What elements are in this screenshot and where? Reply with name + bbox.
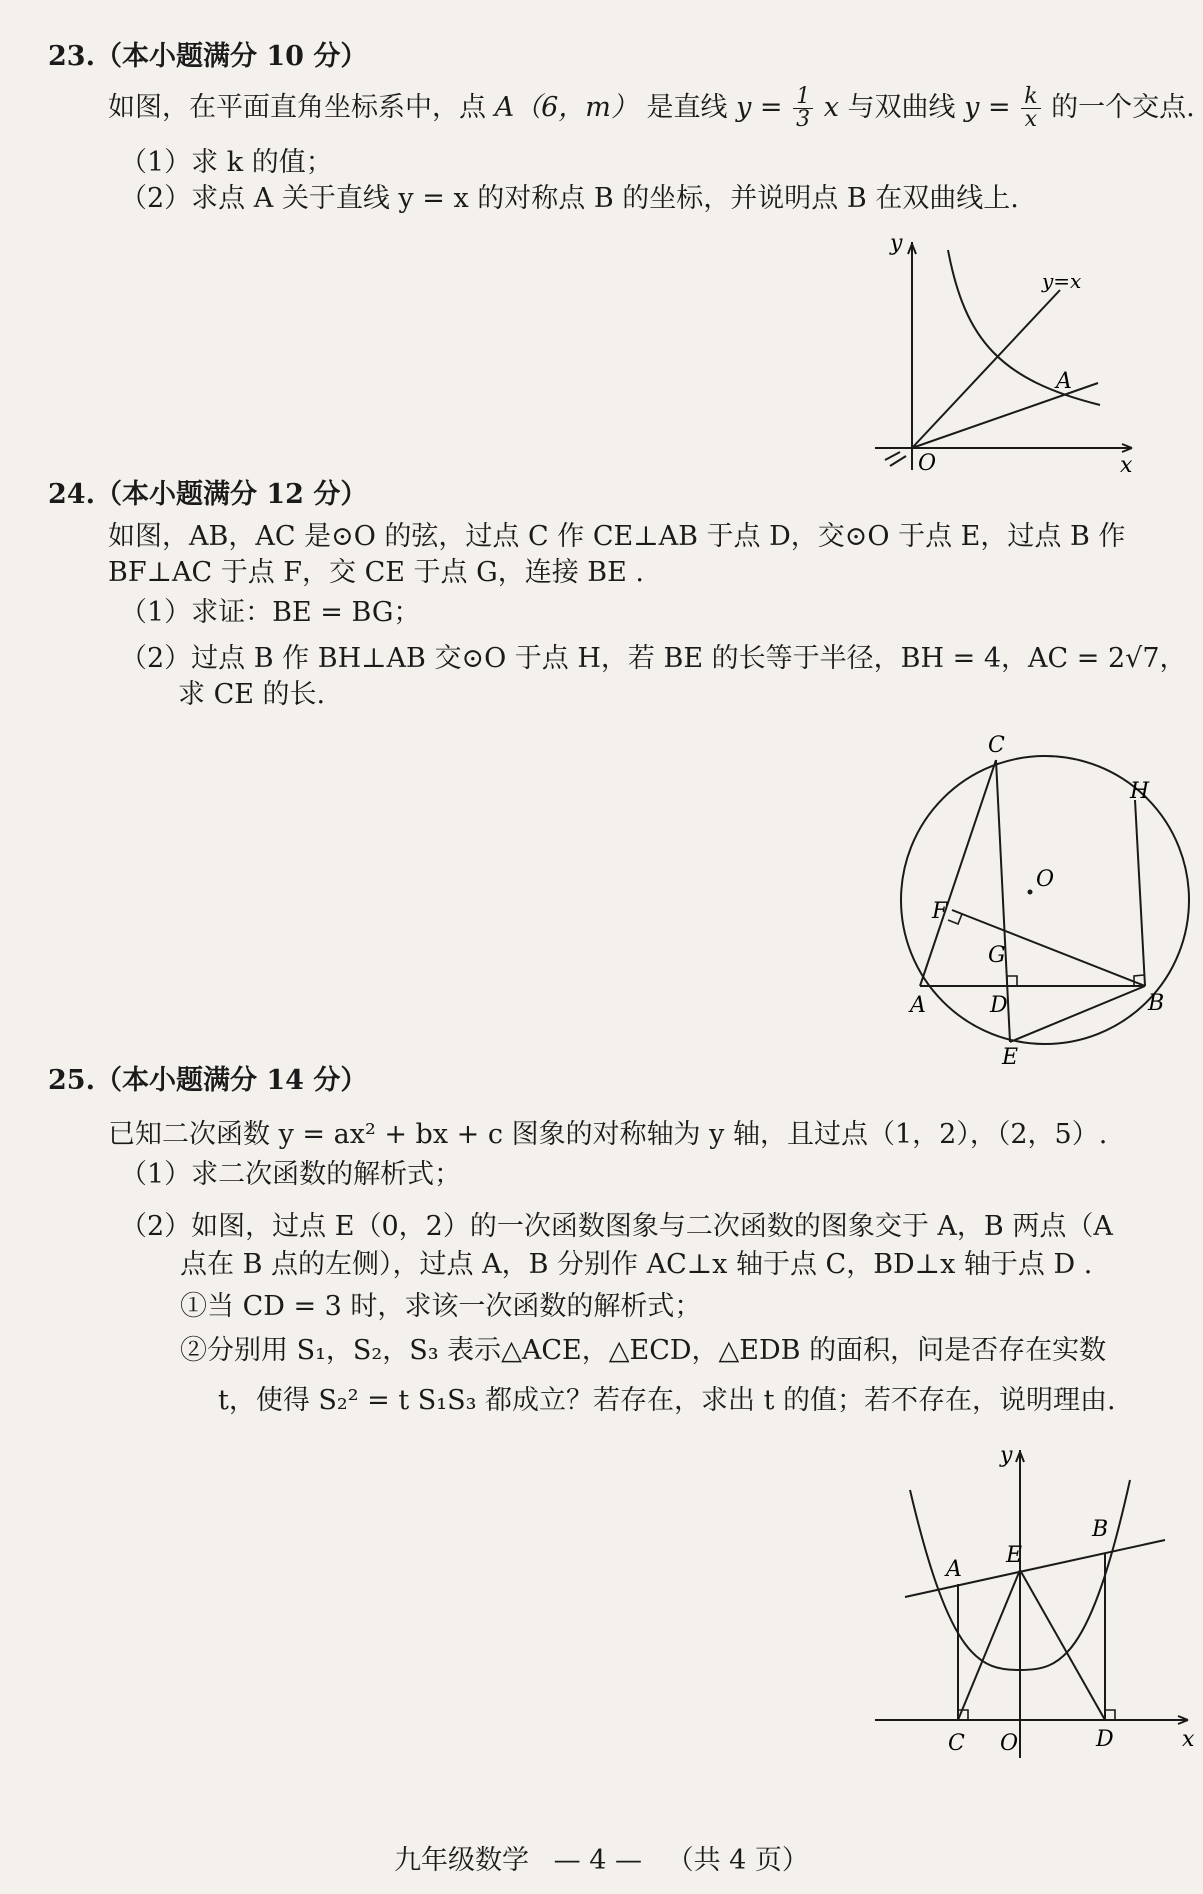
q25-label-c: C [948, 1731, 965, 1756]
q23-stem [108, 86, 1195, 131]
q25-line-ec [958, 1570, 1020, 1720]
q23-frac2-num: k [1021, 86, 1040, 109]
footer-total-pages: （共 4 页） [666, 1845, 809, 1876]
q24-part1: （1）求证：BE = BG； [120, 597, 421, 628]
q23-frac2-den: x [1024, 107, 1038, 132]
q24-label-b: B [1148, 991, 1165, 1016]
q24-label-a: A [910, 993, 926, 1018]
q23-stem-c: 与双曲线 [847, 92, 956, 123]
q24-line1: 如图，AB，AC 是⊙O 的弦，过点 C 作 CE⊥AB 于点 D，交⊙O 于点 E，过点 B 作 [108, 521, 1126, 552]
q24-label-o: O [1036, 867, 1055, 892]
q24-heading: 24.（本小题满分 12 分） [48, 479, 368, 510]
q24-line-bf [952, 910, 1145, 986]
q25-heading: 25.（本小题满分 14 分） [48, 1065, 368, 1096]
q23-point-a: A（6，m） [494, 92, 638, 123]
q25-label-e: E [1006, 1543, 1023, 1568]
footer-subject: 九年级数学 [394, 1845, 530, 1876]
q23-frac1-den: 3 [796, 107, 811, 132]
q24-part2a: （2）过点 B 作 BH⊥AB 交⊙O 于点 H，若 BE 的长等于半径，BH = 4，AC = 2√7， [120, 643, 1187, 674]
q23-frac1-num: 1 [793, 86, 813, 109]
q25-line-ab [905, 1540, 1165, 1597]
q23-label-x: x [1120, 453, 1133, 478]
q25-part2c: ①当 CD = 3 时，求该一次函数的解析式； [180, 1291, 702, 1322]
q24-line-bh [1135, 800, 1145, 986]
q24-label-f: F [932, 899, 948, 924]
q23-hyper-prefix: y = [964, 92, 1011, 123]
q25-label-a: A [946, 1557, 962, 1582]
q25-line-ed [1020, 1570, 1105, 1720]
q24-figure [880, 730, 1200, 1070]
q25-label-x: x [1182, 1727, 1195, 1752]
q24-label-d: D [990, 993, 1008, 1018]
q25-part2a: （2）如图，过点 E（0，2）的一次函数图象与二次函数的图象交于 A，B 两点（A [120, 1211, 1113, 1242]
q23-stem-b: 是直线 [646, 92, 728, 123]
q25-part2b: 点在 B 点的左侧），过点 A，B 分别作 AC⊥x 轴于点 C，BD⊥x 轴于点 D . [180, 1249, 1093, 1280]
q24-line-be [1010, 986, 1145, 1042]
q23-stem-d: 的一个交点. [1051, 92, 1195, 123]
q25-label-y: y [1000, 1443, 1013, 1468]
q23-part2: （2）求点 A 关于直线 y = x 的对称点 B 的坐标，并说明点 B 在双曲线上. [120, 183, 1019, 214]
q24-label-g: G [988, 943, 1006, 968]
q25-part1: （1）求二次函数的解析式； [120, 1159, 462, 1190]
q23-part1: （1）求 k 的值； [120, 147, 333, 178]
q25-label-o: O [1000, 1731, 1019, 1756]
q24-line2: BF⊥AC 于点 F，交 CE 于点 G，连接 BE . [108, 557, 645, 588]
q23-label-y: y [890, 231, 903, 256]
q23-label-a: A [1056, 369, 1072, 394]
q24-chord-ca [920, 760, 996, 986]
q25-line1: 已知二次函数 y = ax² + bx + c 图象的对称轴为 y 轴，且过点（1，2），（2，5）. [108, 1119, 1108, 1150]
q24-label-e: E [1002, 1045, 1019, 1070]
q23-heading: 23.（本小题满分 10 分） [48, 41, 368, 72]
q23-line-y-eq-x [912, 290, 1060, 448]
q25-label-d: D [1096, 1727, 1114, 1752]
q23-label-line: y=x [1042, 269, 1082, 293]
q24-label-h: H [1130, 779, 1150, 804]
q25-part2e: t，使得 S₂² = t S₁S₃ 都成立？若存在，求出 t 的值；若不存在，说明理由. [218, 1385, 1116, 1416]
q24-part2b: 求 CE 的长. [178, 679, 326, 710]
footer-page-number: — 4 — [553, 1845, 642, 1876]
q24-label-c: C [988, 733, 1005, 758]
q23-fraction-2 [1021, 86, 1040, 131]
q25-label-b: B [1092, 1517, 1109, 1542]
q23-line-eq-prefix: y = [736, 92, 783, 123]
q25-figure [870, 1440, 1200, 1770]
q23-figure [870, 230, 1140, 480]
q25-part2d: ②分别用 S₁，S₂，S₃ 表示△ACE，△ECD，△EDB 的面积，问是否存在实数 [180, 1335, 1107, 1366]
q23-label-o: O [918, 451, 937, 476]
page-footer [0, 1838, 1203, 1877]
q23-fraction-1 [793, 86, 813, 131]
q23-stem-a: 如图，在平面直角坐标系中，点 [108, 92, 486, 123]
q23-line-eq-suffix: x [823, 92, 839, 123]
